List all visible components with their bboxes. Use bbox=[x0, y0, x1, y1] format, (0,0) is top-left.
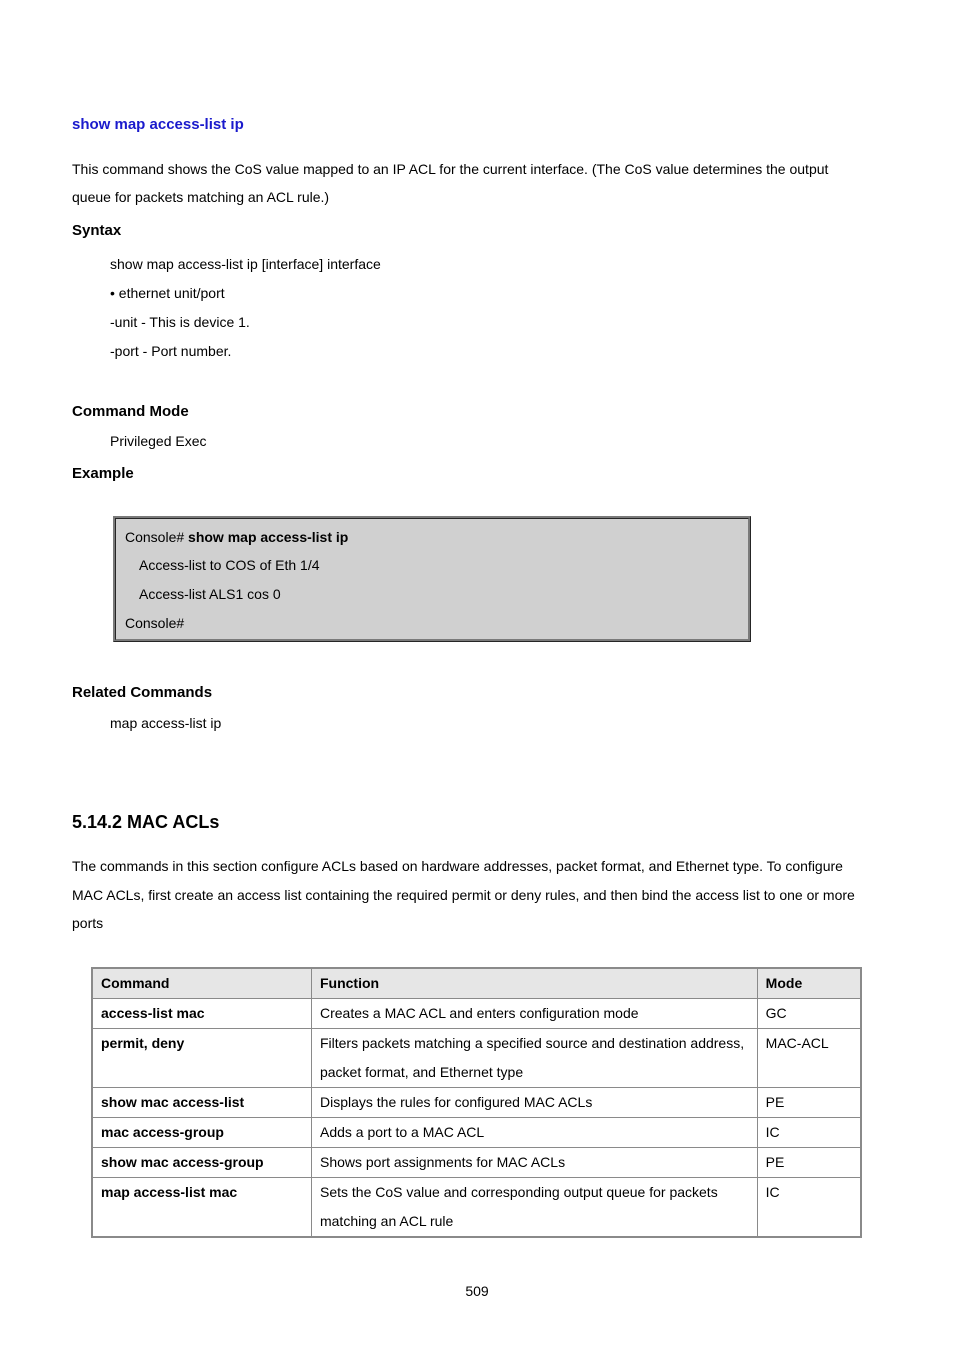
syntax-line: show map access-list ip [interface] interface bbox=[110, 256, 381, 272]
console-line-1 bbox=[125, 529, 348, 545]
table-row bbox=[92, 1118, 861, 1148]
related-commands-heading: Related Commands bbox=[72, 684, 213, 701]
page-number: 509 bbox=[465, 1283, 489, 1299]
cell-function: Shows port assignments for MAC ACLs bbox=[311, 1148, 757, 1178]
cell-command: map access-list mac bbox=[92, 1178, 311, 1238]
cell-mode: MAC-ACL bbox=[757, 1029, 861, 1088]
syntax-heading: Syntax bbox=[72, 222, 122, 239]
cell-mode: IC bbox=[757, 1178, 861, 1238]
command-mode-heading: Command Mode bbox=[72, 403, 189, 420]
section-intro-line: MAC ACLs, first create an access list containing the required permit or deny rules, and then bind the access list to one or more bbox=[72, 887, 855, 903]
console-example-box bbox=[113, 516, 751, 642]
section-intro-line: ports bbox=[72, 915, 104, 931]
table-row bbox=[92, 1029, 861, 1088]
console-output-line: Access-list to COS of Eth 1/4 bbox=[139, 557, 320, 573]
table-header-function: Function bbox=[311, 968, 757, 999]
cell-command: permit, deny bbox=[92, 1029, 311, 1088]
table-header-row bbox=[92, 968, 861, 999]
section-title: 5.14.2 MAC ACLs bbox=[72, 812, 220, 832]
command-mode-value: Privileged Exec bbox=[110, 433, 207, 449]
mac-acl-command-table bbox=[91, 967, 862, 1238]
table-row bbox=[92, 999, 861, 1029]
cell-function: Sets the CoS value and corresponding output queue for packets matching an ACL rule bbox=[311, 1178, 757, 1238]
cell-mode: GC bbox=[757, 999, 861, 1029]
cell-function: Adds a port to a MAC ACL bbox=[311, 1118, 757, 1148]
description-line-2: queue for packets matching an ACL rule.) bbox=[72, 189, 330, 205]
console-output-line: Access-list ALS1 cos 0 bbox=[139, 586, 281, 602]
table-header-command: Command bbox=[92, 968, 311, 999]
console-prompt-end: Console# bbox=[125, 615, 185, 631]
cell-function: Filters packets matching a specified source and destination address, packet format, and Ethernet type bbox=[311, 1029, 757, 1088]
console-command: show map access-list ip bbox=[188, 529, 349, 545]
cell-command: access-list mac bbox=[92, 999, 311, 1029]
cell-mode: IC bbox=[757, 1118, 861, 1148]
example-heading: Example bbox=[72, 465, 134, 482]
related-command: map access-list ip bbox=[110, 715, 222, 731]
syntax-line: • ethernet unit/port bbox=[110, 285, 225, 301]
table-row bbox=[92, 1178, 861, 1238]
table-header-mode: Mode bbox=[757, 968, 861, 999]
console-prompt: Console# bbox=[125, 529, 189, 545]
table-row bbox=[92, 1148, 861, 1178]
cell-mode: PE bbox=[757, 1088, 861, 1118]
syntax-line: -unit - This is device 1. bbox=[110, 314, 250, 330]
cell-function: Creates a MAC ACL and enters configuration mode bbox=[311, 999, 757, 1029]
cell-command: show mac access-list bbox=[92, 1088, 311, 1118]
cell-command: show mac access-group bbox=[92, 1148, 311, 1178]
syntax-line: -port - Port number. bbox=[110, 343, 232, 359]
table-row bbox=[92, 1088, 861, 1118]
command-title: show map access-list ip bbox=[72, 116, 244, 133]
cell-command: mac access-group bbox=[92, 1118, 311, 1148]
description-line-1: This command shows the CoS value mapped to an IP ACL for the current interface. (The CoS value determines the output bbox=[72, 161, 829, 177]
cell-function: Displays the rules for configured MAC ACLs bbox=[311, 1088, 757, 1118]
section-intro-line: The commands in this section configure ACLs based on hardware addresses, packet format, and Ethernet type. To configure bbox=[72, 858, 843, 874]
cell-mode: PE bbox=[757, 1148, 861, 1178]
